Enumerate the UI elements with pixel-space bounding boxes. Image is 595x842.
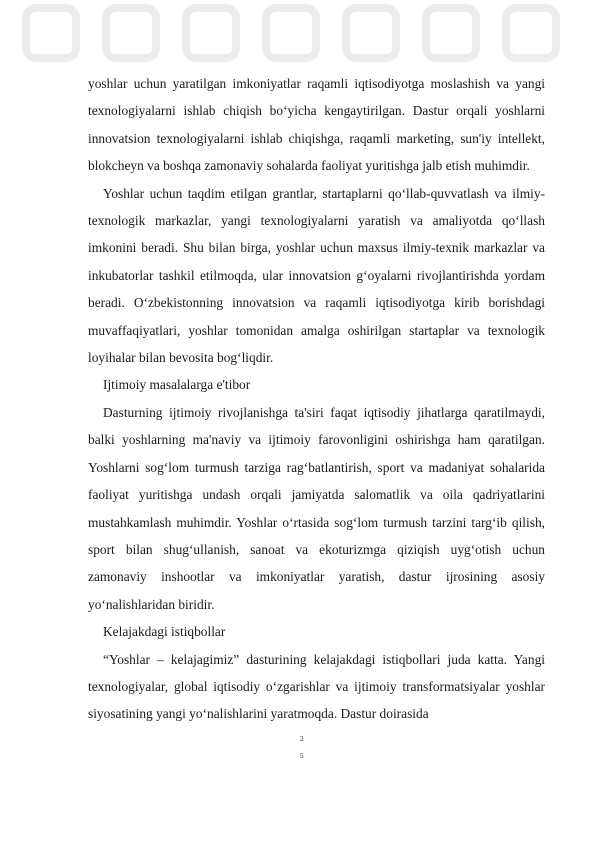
watermark-logo-mark	[182, 4, 240, 62]
section-heading: Ijtimoiy masalalarga e'tibor	[103, 377, 251, 393]
paragraph: yoshlar uchun yaratilgan imkoniyatlar raqamli iqtisodiyotga moslashish va yangi texnologiyalarni ishlab chiqish bo‘yicha kengaytirilgan. Dastur orqali yoshlarni innovatsion texnologiyalarni ishlab chiqishga, raqamli marketing, sun'iy intellekt, blokcheyn va boshqa zamonaviy sohalarda faoliyat yuritishga jalb etish muhimdir.	[88, 76, 545, 174]
page-number-digit: 5	[300, 752, 304, 760]
document-body	[88, 70, 545, 728]
page-number	[300, 731, 330, 765]
page-number-digit: 2	[300, 735, 304, 743]
watermark-logo-mark	[422, 4, 480, 62]
watermark-logo-mark	[102, 4, 160, 62]
paragraph: Dasturning ijtimoiy rivojlanishga ta'siri faqat iqtisodiy jihatlarga qaratilmaydi, balki yoshlarning ma'naviy va ijtimoiy farovonligini oshirishga ham qaratilgan. Yoshlarni sog‘lom turmush tarziga rag‘batlantirish, sport va madaniyat sohalarida faoliyat yuritishga undash orqali jamiyatda salomatlik va oila qadriyatlarini mustahkamlash muhimdir. Yoshlar o‘rtasida sog‘lom turmush tarzini targ‘ib qilish, sport bilan shug‘ullanish, sanoat va ekoturizmga qiziqish uyg‘otish uchun zamonaviy inshootlar va imkoniyatlar yaratish, dastur ijrosining asosiy yo‘nalishlaridan biridir.	[88, 404, 545, 612]
watermark-logo-mark	[502, 4, 560, 62]
watermark-logo-mark	[342, 4, 400, 62]
watermark-logo-mark	[262, 4, 320, 62]
watermark-logo-mark	[22, 4, 80, 62]
paragraph: “Yoshlar – kelajagimiz” dasturining kelajakdagi istiqbollari juda katta. Yangi texnologiyalar, global iqtisodiy o‘zgarishlar va ijtimoiy transformatsiyalar yoshlar siyosatining yangi yo‘nalishlarini yaratmoqda. Dastur doirasida	[88, 651, 545, 722]
section-heading: Kelajakdagi istiqbollar	[103, 624, 226, 640]
watermark	[22, 4, 582, 74]
paragraph: Yoshlar uchun taqdim etilgan grantlar, startaplarni qo‘llab-quvvatlash va ilmiy-texnologik markazlar, yangi texnologiyalarni yaratish va amaliyotda qo‘llash imkonini beradi. Shu bilan birga, yoshlar uchun maxsus ilmiy-texnik markazlar va inkubatorlar tashkil etilmoqda, ular innovatsion g‘oyalarni rivojlantirishda yordam beradi. O‘zbekistonning innovatsion va raqamli iqtisodiyotga kirib borishdagi muvaffaqiyatlari, yoshlar tomonidan amalga oshirilgan startaplar va texnologik loyihalar bilan bevosita bog‘liqdir.	[88, 185, 545, 366]
